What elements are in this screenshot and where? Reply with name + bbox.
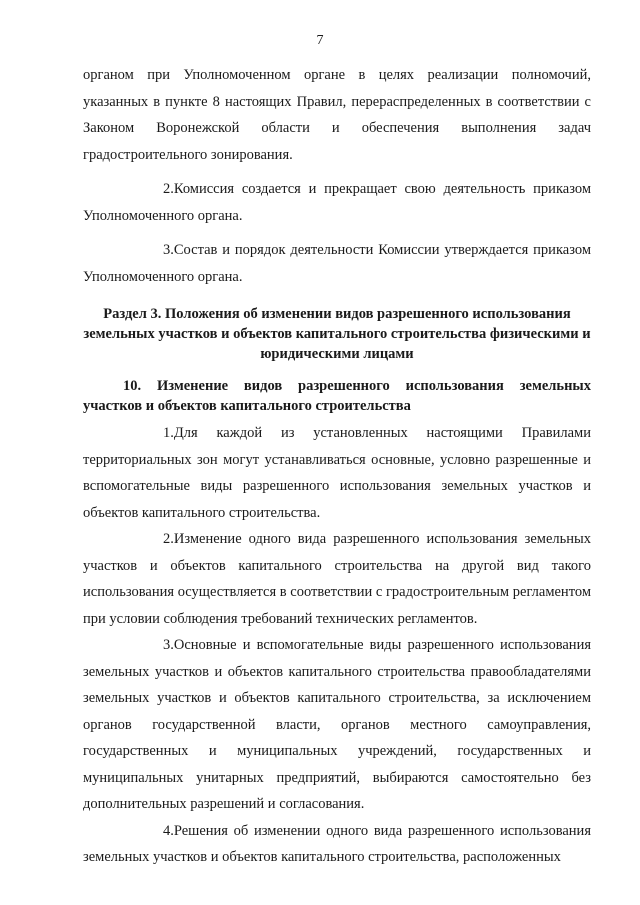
article-title: 10. Изменение видов разрешенного использования земельных участков и объектов капитального строительства <box>83 378 591 414</box>
article-paragraph-1 <box>83 420 591 526</box>
paragraph-text: Состав и порядок деятельности Комиссии утверждается приказом Уполномоченного органа. <box>83 242 591 285</box>
paragraph-text: Изменение одного вида разрешенного использования земельных участков и объектов капитального строительства на другой вид такого использования осуществляется в соответствии с градостроительным регламентом при условии соблюдения требований технических регламентов. <box>83 531 591 627</box>
article-paragraph-2 <box>83 526 591 632</box>
paragraph-number: 1. <box>163 425 174 441</box>
page-body <box>83 62 591 871</box>
paragraph-2 <box>83 176 591 229</box>
paragraph-continuation: органом при Уполномоченном органе в целях реализации полномочий, указанных в пункте 8 настоящих Правил, перераспределенных в соответствии с Законом Воронежской области и обеспечения выполнения задач градостроительного зонирования. <box>83 67 591 163</box>
paragraph-number: 4. <box>163 822 174 839</box>
page-number: 7 <box>316 33 324 48</box>
paragraph-text: Комиссия создается и прекращает свою деятельность приказом Уполномоченного органа. <box>83 181 591 224</box>
paragraph-text: Основные и вспомогательные виды разрешенного использования земельных участков и объектов капитального строительства правообладателями земельных участков и объектов капитального строительства, за исключением органов государственной власти, органов местного самоуправления, государственных и муниципальных учреждений, государственных и муниципальных унитарных предприятий, выбираются самостоятельно без дополнительных разрешений и согласования. <box>83 637 591 812</box>
section-title: Раздел 3. Положения об изменении видов разрешенного использования земельных участков и объектов капитального строительства физическими и юридическими лицами <box>83 306 591 362</box>
paragraph-number: 2. <box>163 181 174 197</box>
paragraph-3 <box>83 237 591 290</box>
paragraph-text: Для каждой из установленных настоящими Правилами территориальных зон могут устанавливаться основные, условно разрешенные и вспомогательные виды разрешенного использования земельных участков и объектов капитального строительства. <box>83 425 591 521</box>
article-paragraph-3 <box>83 632 591 818</box>
paragraph-text: Решения об изменении одного вида разрешенного использования земельных участков и объектов капитального строительства, расположенных <box>83 822 591 865</box>
paragraph-number: 2. <box>163 531 174 547</box>
article-paragraph-4 <box>83 818 591 871</box>
paragraph-number: 3. <box>163 637 174 653</box>
paragraph-number: 3. <box>163 242 174 258</box>
